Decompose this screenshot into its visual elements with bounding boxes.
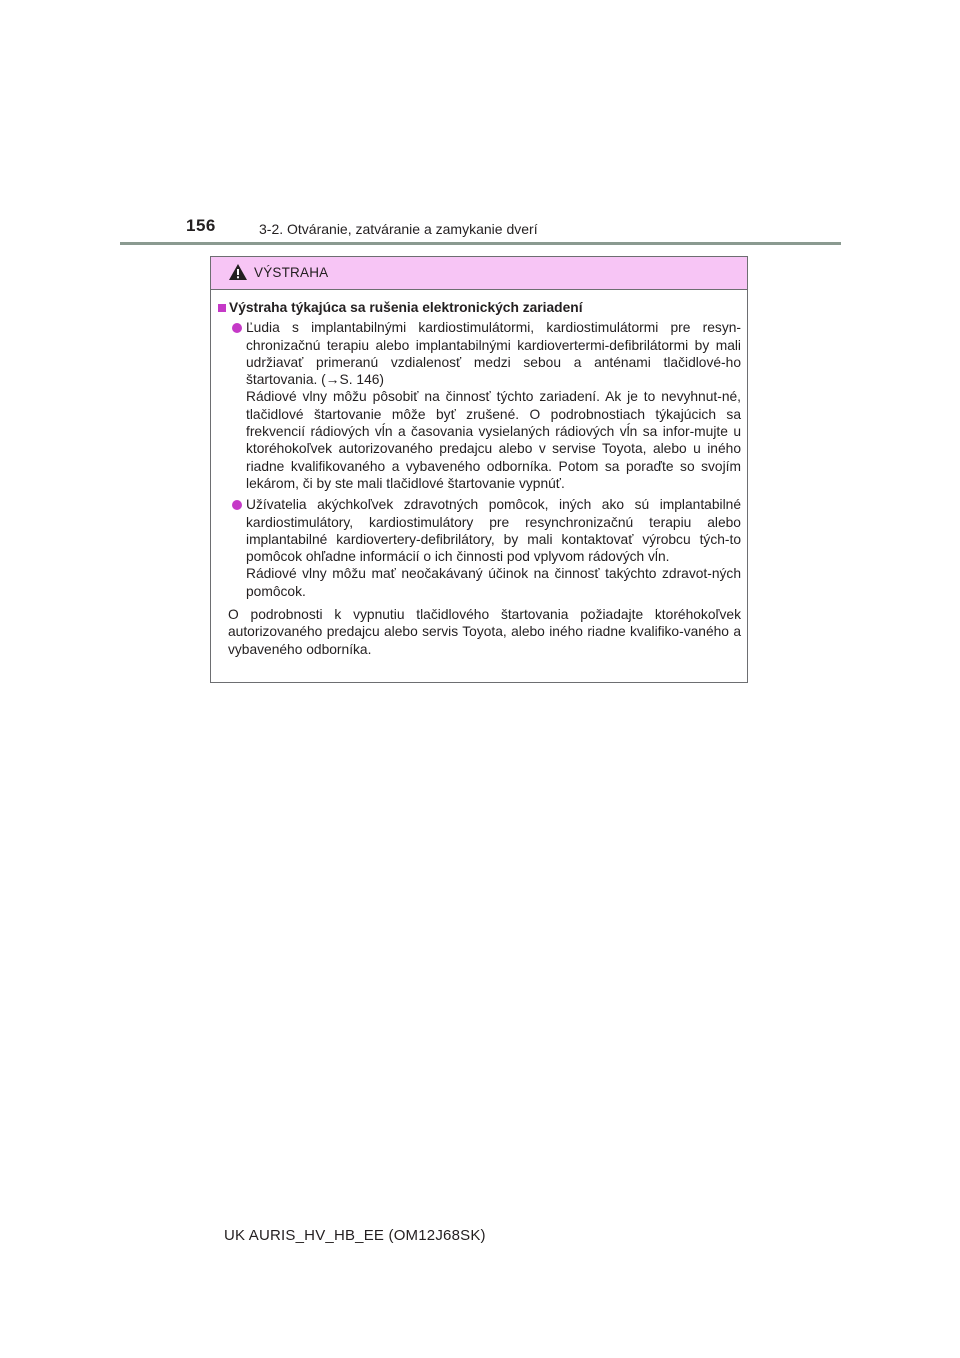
warning-subheading — [217, 299, 741, 316]
warning-label: VÝSTRAHA — [254, 265, 329, 280]
header-rule — [120, 242, 841, 245]
section-title: 3-2. Otváranie, zatváranie a zamykanie dverí — [259, 221, 538, 237]
warning-triangle-icon — [228, 263, 248, 281]
bullet-paragraph: Rádiové vlny môžu mať neočakávaný účinok na činnosť takýchto zdravot-ných pomôcok. — [246, 566, 741, 599]
warning-heading-text: Výstraha týkajúca sa rušenia elektronických zariadení — [229, 300, 583, 315]
circle-bullet-icon — [232, 500, 242, 510]
warning-body — [211, 290, 747, 658]
page-number: 156 — [186, 216, 216, 235]
model-code-footer: UK AURIS_HV_HB_EE (OM12J68SK) — [224, 1227, 486, 1244]
bullet-paragraph: Ľudia s implantabilnými kardiostimulátormi, kardiostimulátormi pre resyn-chronizačnú terapiu alebo implantabilnými kardiovertermi-defibrilátormi by mali udržiavať primeranú vzdialenosť medzi sebou a anténami tlačidlové-ho štartovania. (→S. 146) — [246, 320, 741, 388]
warning-note: O podrobnosti k vypnutiu tlačidlového štartovania požiadajte ktoréhokoľvek autorizovaného predajcu alebo servis Toyota, alebo iného riadne kvalifiko-vaného a vybaveného odborníka. — [228, 607, 741, 657]
square-bullet-icon — [218, 304, 226, 312]
list-item — [217, 319, 741, 492]
list-item — [217, 496, 741, 600]
warning-box — [210, 256, 748, 683]
bullet-paragraph: Užívatelia akýchkoľvek zdravotných pomôcok, iných ako sú implantabilné kardiostimulátory, kardiostimulátory pre resynchronizačnú terapiu alebo implantabilné kardiovertery-defibrilátory, by mali kontaktovať výrobcu tých-to pomôcok ohľadne informácií o ich činnosti pod vplyvom rádových vĺn. — [246, 497, 741, 565]
warning-header — [211, 257, 747, 290]
bullet-paragraph: Rádiové vlny môžu pôsobiť na činnosť týchto zariadení. Ak je to nevyhnut-né, tlačidlové štartovanie môže byť zrušené. O podrobnostiach týkajúcich sa frekvencií rádiových vĺn a časovania vysielaných rádiových vĺn sa infor-mujte u ktoréhokoľvek autorizovaného predajcu alebo v servise Toyota, alebo u iného riadne kvalifikovaného a vybaveného odborníka. Potom sa poraďte so svojím lekárom, či by ste mali tlačidlové štartovanie vypnúť. — [246, 389, 741, 491]
circle-bullet-icon — [232, 323, 242, 333]
